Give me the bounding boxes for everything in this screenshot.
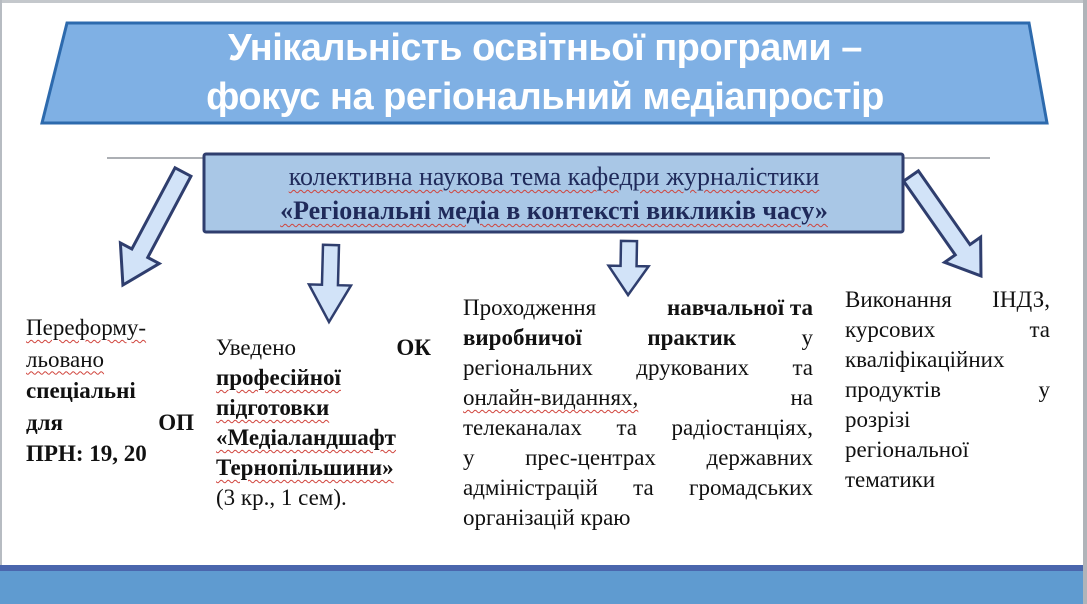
topic-line-2: «Регіональні медіа в контексті викликів часу» [280,196,828,225]
arrow-down-icon [308,244,352,322]
col2-line: (3 кр., 1 сем). [216,485,347,510]
col1-line: ПРН: 19, 20 [26,441,147,466]
topic-line-1: колективна наукова тема кафедри журналістики [288,162,820,191]
col4-line: кваліфікаційних [845,347,1005,372]
col2-line: Тернопільшини» [216,455,394,480]
col4-line: розрізі [845,407,911,432]
col3-line: регіональних друкованих та [463,355,813,380]
col3-line: організацій краю [463,505,631,530]
slide-title [60,24,1030,122]
col1-line: спеціальні [26,378,136,403]
column-new-course [216,333,431,513]
column-practice [463,293,813,533]
col4-line: тематики [845,467,936,492]
col3-line: виробничої практик у [463,325,813,350]
col3-line: телеканалах та радіостанціях, [463,415,813,440]
arrow-down-right-icon [893,163,999,288]
footer-bar-light [0,571,1083,604]
col3-line: Проходження навчальної та [463,295,813,320]
title-line-1: Унікальність освітньої програми – [228,27,862,69]
col4-line: Виконання ІНДЗ, [845,287,1050,312]
col1-line: для ОП [26,409,194,435]
col3-line: адміністрацій та громадських [463,475,813,500]
column-individual-tasks [845,285,1050,495]
col1-line: Переформу- [26,315,147,340]
col4-line: продуктів у [845,377,1050,402]
col3-line: онлайн-виданнях, на [463,385,813,410]
col2-line: Уведено ОК [216,335,431,360]
col4-line: регіональної [845,437,969,462]
research-topic [206,156,902,230]
column-reformulated-outcomes [26,312,194,470]
col2-line: підготовки [216,395,330,420]
arrow-down-left-icon [103,162,202,296]
arrow-down-icon [608,241,649,296]
col2-line: професійної [216,365,341,390]
col1-line: льовано [26,346,105,372]
col3-line: у прес-центрах державних [463,445,813,470]
col4-line: курсових та [845,317,1050,342]
title-line-2: фокус на регіональний медіапростір [206,76,884,118]
col2-line: «Медіаландшафт [216,425,396,450]
